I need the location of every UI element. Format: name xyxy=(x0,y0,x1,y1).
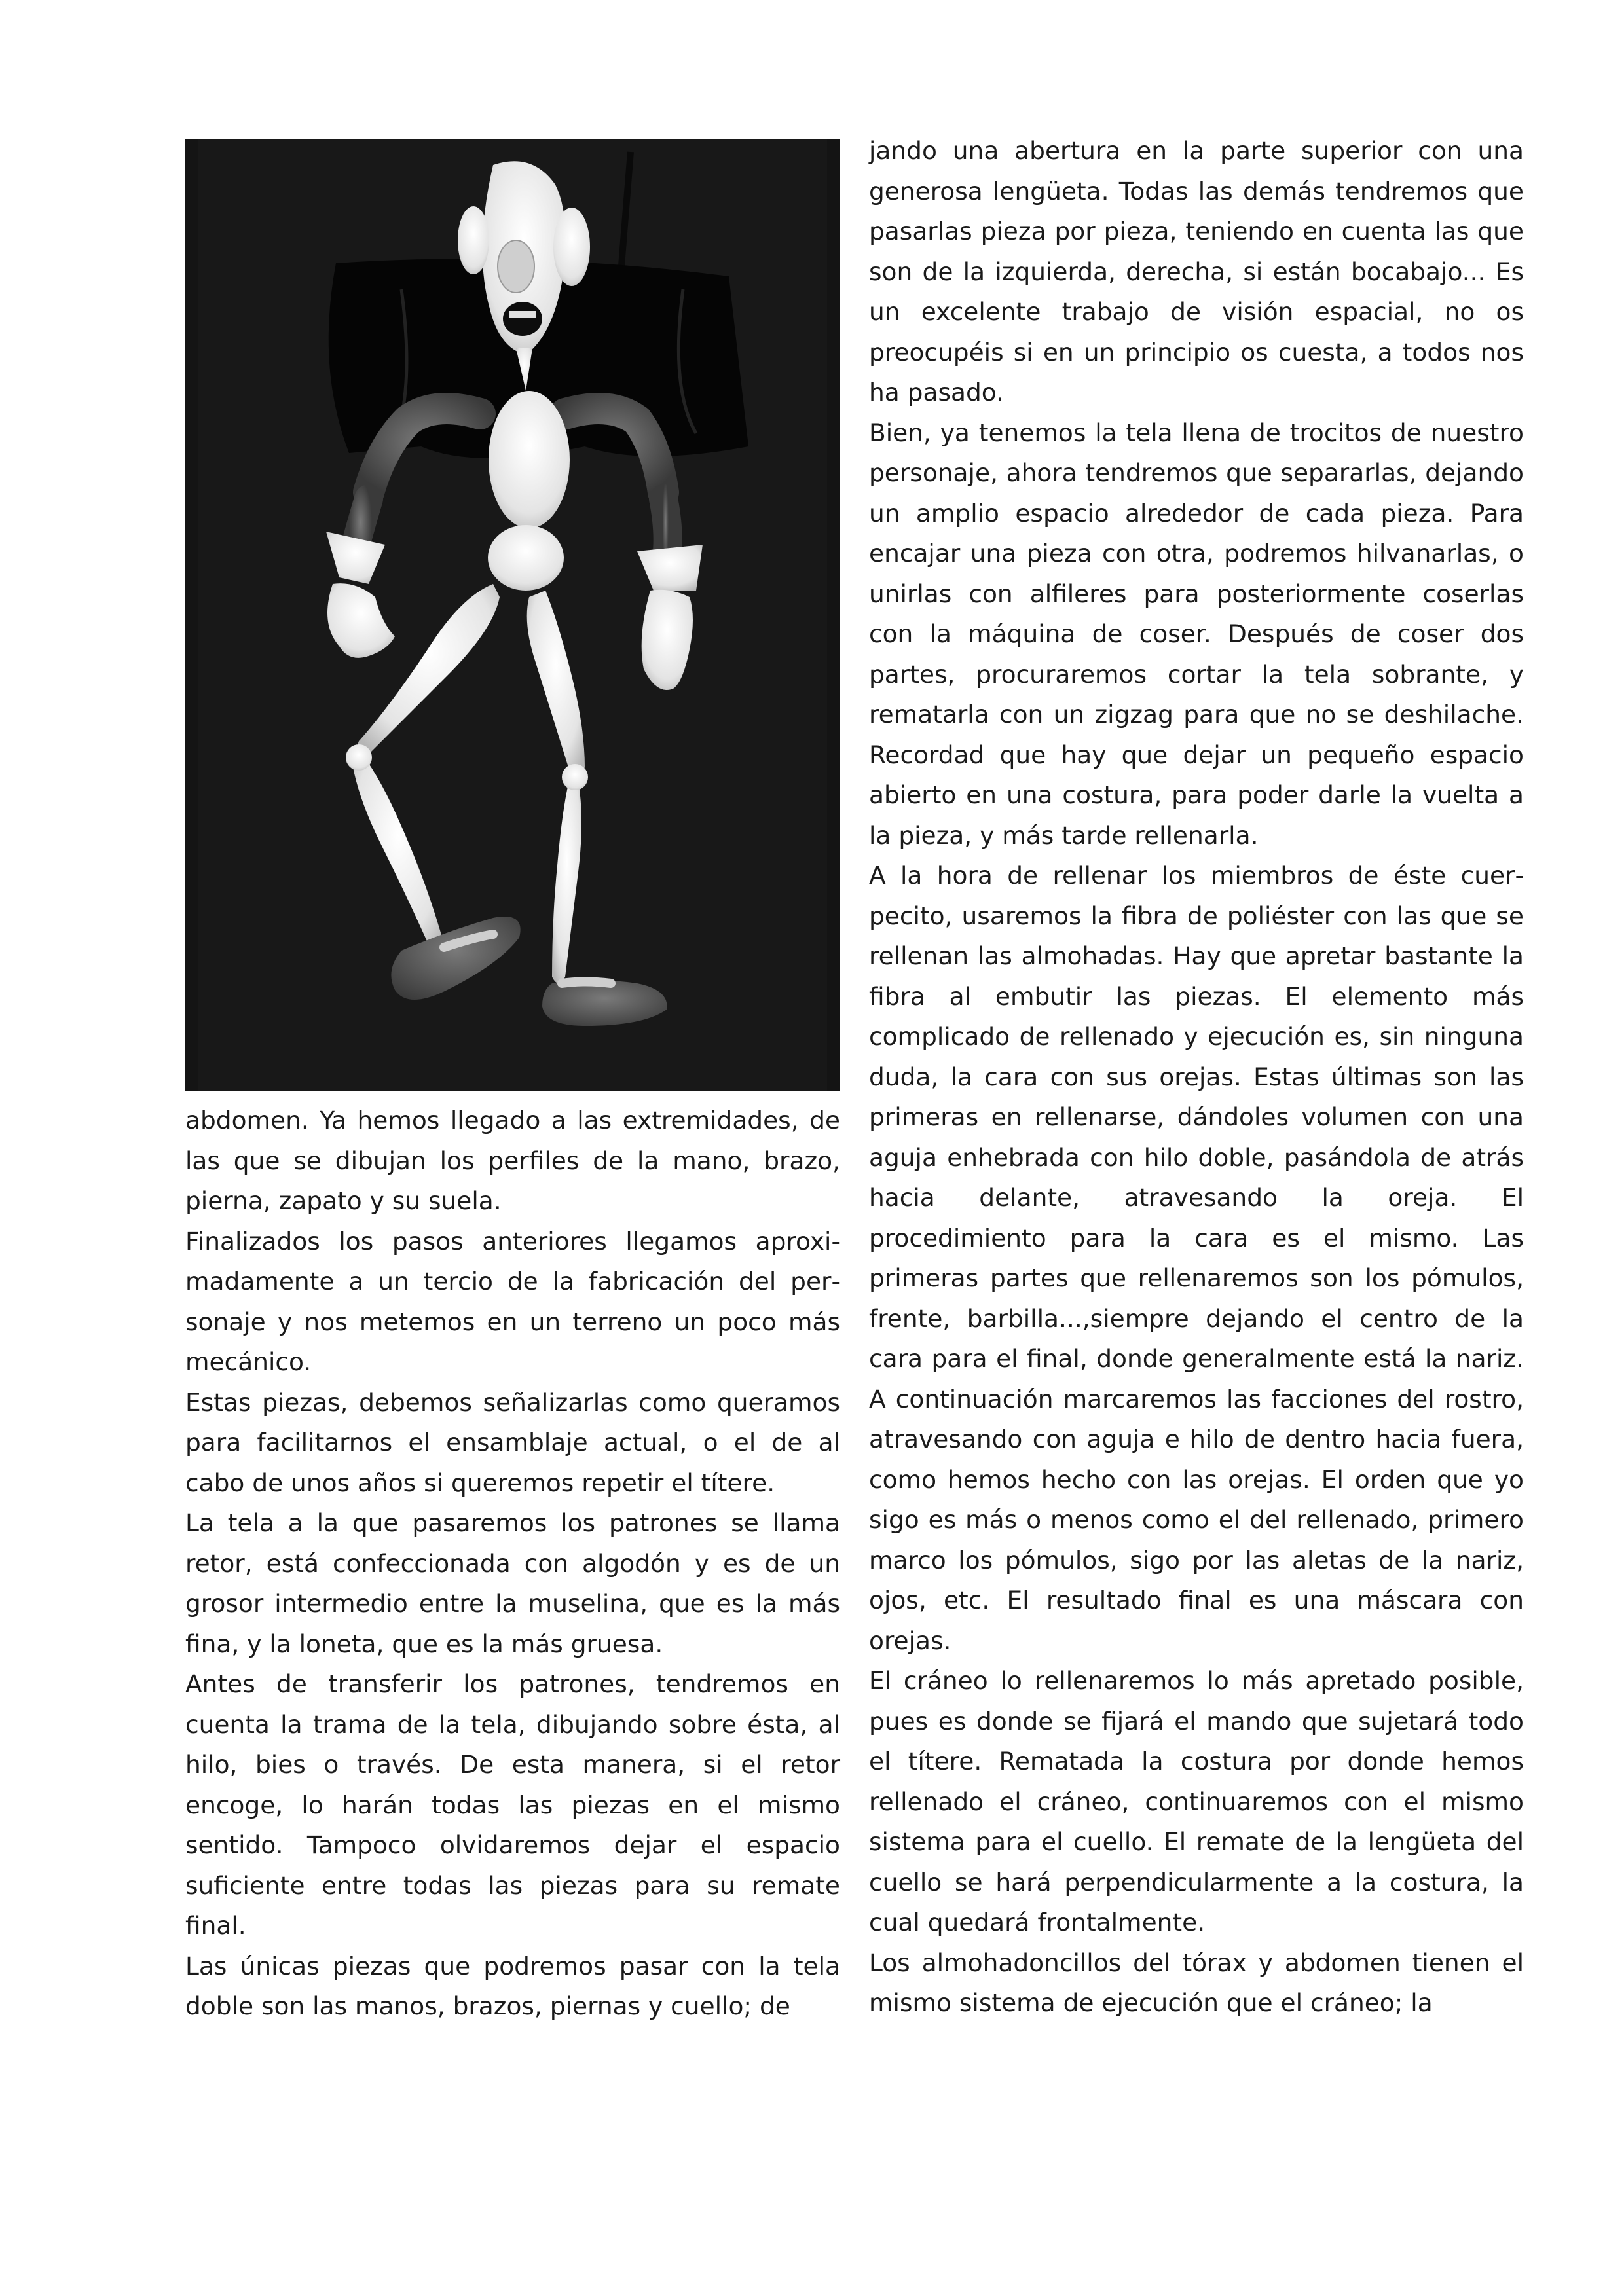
paragraph: Estas piezas, debemos señalizarlas como queramos para facilitarnos el ensamblaje actual, o el de al cabo de unos años si queremos repetir el títere. xyxy=(185,1387,840,1497)
puppet-photo xyxy=(185,139,840,1091)
paragraph: Bien, ya tenemos la tela llena de trocitos de nuestro personaje, ahora tendremos que separarlas, dejando un amplio espacio alrededor de cada pieza. Para encajar una pieza con otra, podremos hilvanarlas, o unirlas con alfileres para posteriormente coserlas con la máquina de coser. Después de coser dos partes, procuraremos cortar la tela sobrante, y rematarla con un zigzag para que no se deshilache. Recordad que hay que dejar un pequeño espacio abierto en una costura, para poder darle la vuelta a la pieza, y más tarde rellenarla. xyxy=(869,418,1524,850)
paragraph: A la hora de rellenar los miembros de éste cuerpecito, usaremos la fibra de poliéster con las que se rellenan las almohadas. Hay que apretar bastante la fibra al embutir las piezas. El elemento más complicado de rellenado y ejecución es, sin ninguna duda, la cara con sus orejas. Estas últimas son las primeras en rellenarse, dándoles volumen con una aguja enhebrada con hilo doble, pasándola de atrás hacia delante, atravesando la oreja. El procedimiento para la cara es el mismo. Las primeras partes que rellenaremos son los pómulos, frente, barbilla...,siempre dejando el centro de la cara para el final, donde generalmente está la nariz. A continuación marcaremos las facciones del rostro, atravesando con aguja e hilo de dentro hacia fuera, como hemos hecho con las orejas. El orden que yo sigo es más o menos como el del rellenado, primero marco los pómulos, sigo por las aletas de la nariz, ojos, etc. El resultado final es una máscara con orejas. xyxy=(869,861,1524,1655)
paragraph: jando una abertura en la parte superior con una generosa lengüeta. Todas las demás tendremos que pasarlas pieza por pieza, teniendo en cuenta las que son de la izquierda, derecha, si están bocabajo... Es un excelente trabajo de visión espacial, no os preocupéis si en un principio os cuesta, a todos nos ha pasado. xyxy=(869,136,1524,407)
right-text-column xyxy=(869,131,1524,2024)
fabric-puppet-illustration xyxy=(185,139,840,1091)
paragraph: Los almohadoncillos del tórax y abdomen tienen el mismo sistema de ejecución que el cráneo; la xyxy=(869,1948,1524,2017)
paragraph: El cráneo lo rellenaremos lo más apretado posible, pues es donde se fijará el mando que sujetará todo el títere. Rematada la costura por donde hemos rellenado el cráneo, continuaremos con el mismo sistema para el cuello. El remate de la lengüeta del cuello se hará perpendicularmente a la costura, la cual quedará frontalmente. xyxy=(869,1666,1524,1937)
paragraph: abdomen. Ya hemos llegado a las extremidades, de las que se dibujan los perfiles de la mano, brazo, pierna, zapato y su suela. xyxy=(185,1106,840,1215)
paragraph: Las únicas piezas que podremos pasar con la tela doble son las manos, brazos, piernas y cuello; de xyxy=(185,1951,840,2020)
left-text-column xyxy=(185,1101,840,2027)
paragraph: La tela a la que pasaremos los patrones se llama retor, está confeccionada con algodón y es de un grosor intermedio entre la muselina, que es la más fina, y la loneta, que es la más gruesa. xyxy=(185,1508,840,1658)
paragraph: Antes de transferir los patrones, tendremos en cuenta la trama de la tela, dibujando sobre ésta, al hilo, bies o través. De esta manera, si el retor encoge, lo harán todas las piezas en el mismo sentido. Tampoco olvidaremos dejar el espacio suficiente entre todas las piezas para su remate final. xyxy=(185,1669,840,1940)
paragraph: Finalizados los pasos anteriores llegamos aproximadamente a un tercio de la fabricación del personaje y nos metemos en un terreno un poco más mecánico. xyxy=(185,1226,840,1376)
